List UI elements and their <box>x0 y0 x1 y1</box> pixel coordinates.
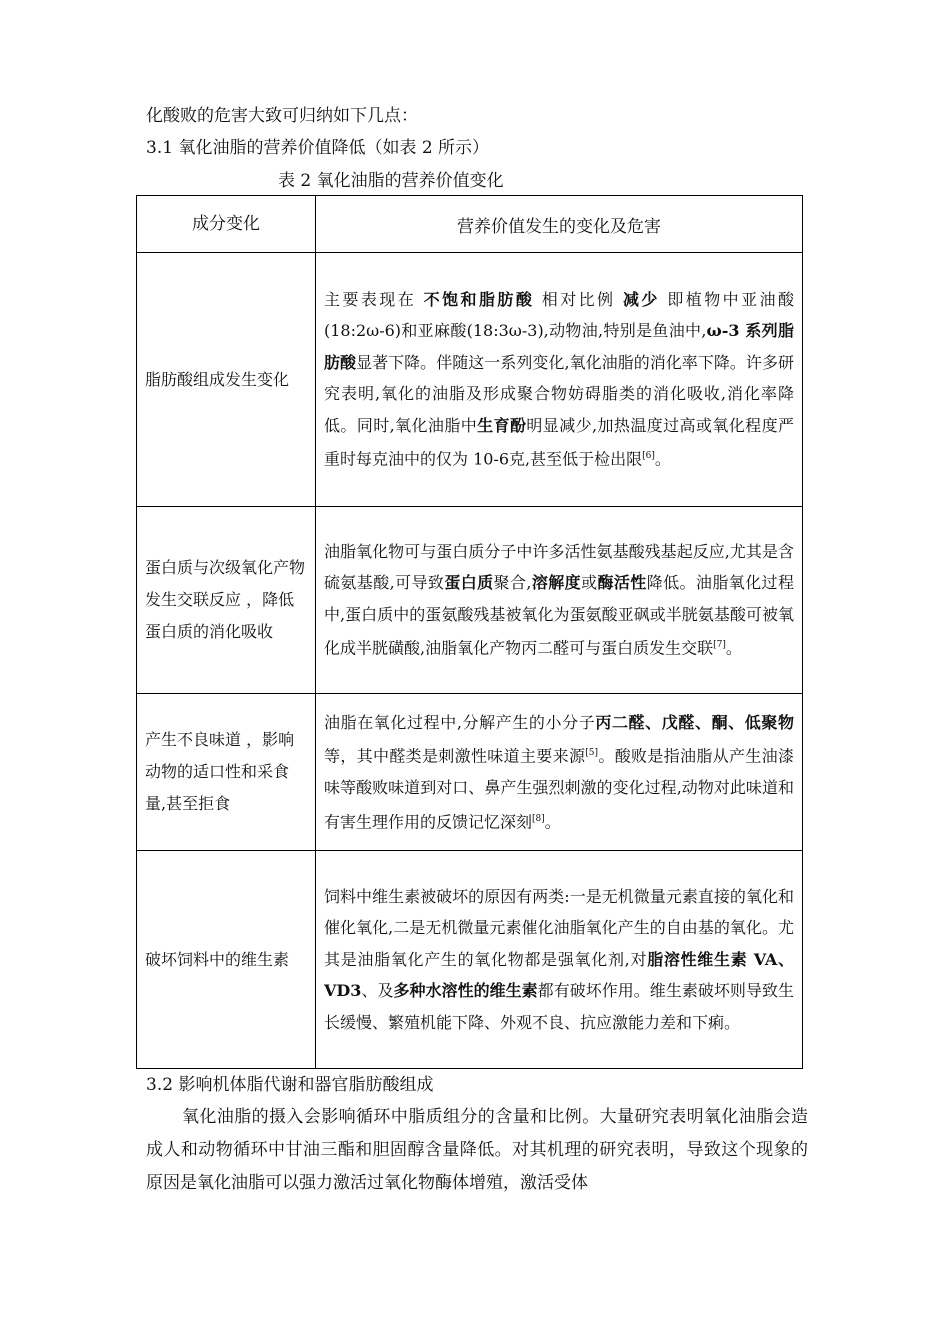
row-label: 蛋白质与次级氧化产物发生交联反应 ，降低蛋白质的消化吸收 <box>137 507 316 694</box>
bold-term: 不饱和脂肪酸 <box>423 289 535 309</box>
row-description <box>316 694 803 851</box>
section-heading-3-2: 3.2 影响机体脂代谢和器官脂肪酸组成 <box>146 1075 434 1095</box>
section-heading-3-1: 3.1 氧化油脂的营养价值降低（如表 2 所示） <box>146 138 490 158</box>
bold-term: 蛋白质 <box>444 573 494 593</box>
bold-term: 生育酚 <box>477 415 527 435</box>
text-run: 、及 <box>361 981 394 1001</box>
text-run: 油脂氧化物可与蛋白质分子中许多活性氨基酸残基起反应,尤其是含硫氨基酸,可导致 <box>324 541 794 593</box>
row-description <box>316 253 803 507</box>
bold-term: 多种水溶性的维生素 <box>393 981 538 1001</box>
text-run: 等，其中醛类是刺激性味道主要来源 <box>324 746 586 766</box>
table-header-row <box>137 196 803 253</box>
table-header-cell: 营养价值发生的变化及危害 <box>316 196 803 253</box>
text-run: 主要表现在 <box>324 289 424 309</box>
row-description <box>316 507 803 694</box>
text-run: 。酸败是指油脂从产生油漆味等酸败味道到对口、鼻产生强烈刺激的变化过程,动物对此味道和有害生理作用的反馈记忆深刻 <box>324 746 794 831</box>
text-run: 或 <box>581 573 598 593</box>
table-row <box>137 253 803 507</box>
bold-term: 酶活性 <box>597 573 647 593</box>
bold-term: 脂溶性维生素 VA、VD3 <box>324 949 794 1001</box>
table-header-cell: 成分变化 <box>137 196 316 253</box>
bold-term: 减少 <box>623 289 660 309</box>
text-run: 明显减少,加热温度过高或氧化程度严重时每克油中的仅为 10-6克,甚至低于检出限 <box>324 415 794 469</box>
row-label: 破坏饲料中的维生素 <box>137 851 316 1069</box>
text-run: 油脂在氧化过程中,分解产生的小分子 <box>324 712 596 732</box>
body-paragraph: 氧化油脂的摄入会影响循环中脂质组分的含量和比例。大量研究表明氧化油脂会造成人和动物循环中甘油三酯和胆固醇含量降低。对其机理的研究表明，导致这个现象的原因是氧化油脂可以强力激活过氧化物酶体增殖，激活受体 <box>146 1107 808 1193</box>
nutrition-table <box>136 195 803 1069</box>
intro-line: 化酸败的危害大致可归纳如下几点： <box>146 106 418 126</box>
text-run: 聚合, <box>493 573 532 593</box>
row-description <box>316 851 803 1069</box>
text-run: 。 <box>725 638 742 658</box>
text-run: 饲料中维生素被破坏的原因有两类:一是无机微量元素直接的氧化和催化氧化,二是无机微量元素催化油脂氧化产生的自由基的氧化。尤其是油脂氧化产生的氧化物都是强氧化剂,对 <box>324 886 794 969</box>
text-run: 。 <box>544 811 561 831</box>
table-row <box>137 851 803 1069</box>
row-label: 脂肪酸组成发生变化 <box>137 253 316 507</box>
row-label: 产生不良味道 ，影响动物的适口性和采食量,甚至拒食 <box>137 694 316 851</box>
text-run: 即植物中亚油酸(18:2ω-6)和亚麻酸(18:3ω-3),动物油,特别是鱼油中, <box>324 289 794 341</box>
citation-ref: [8] <box>532 813 545 824</box>
text-run: 降低。油脂氧化过程中,蛋白质中的蛋氨酸残基被氧化为蛋氨酸亚砜或半胱氨基酸可被氧化成半胱磺酸,油脂氧化产物丙二醛可与蛋白质发生交联 <box>324 573 794 658</box>
text-run: 相对比例 <box>534 289 623 309</box>
citation-ref: [7] <box>713 640 726 651</box>
text-run: 都有破坏作用。维生素破坏则导致生长缓慢、繁殖机能下降、外观不良、抗应激能力差和下痢。 <box>324 981 794 1032</box>
table-row <box>137 507 803 694</box>
text-run: 显著下降。伴随这一系列变化,氧化油脂的消化率下降。许多研究表明,氧化的油脂及形成聚合物妨碍脂类的消化吸收,消化率降低。同时,氧化油脂中 <box>324 352 794 435</box>
table-caption: 表 2 氧化油脂的营养价值变化 <box>278 171 504 191</box>
bold-term: 溶解度 <box>531 573 582 593</box>
bold-term: ω-3 系列脂肪酸 <box>324 321 794 372</box>
citation-ref: [5] <box>585 748 599 759</box>
citation-ref: [6] <box>642 451 655 462</box>
table-row <box>137 694 803 851</box>
text-run: 。 <box>654 449 671 469</box>
bold-term: 丙二醛、戊醛、酮、低聚物 <box>595 712 794 732</box>
